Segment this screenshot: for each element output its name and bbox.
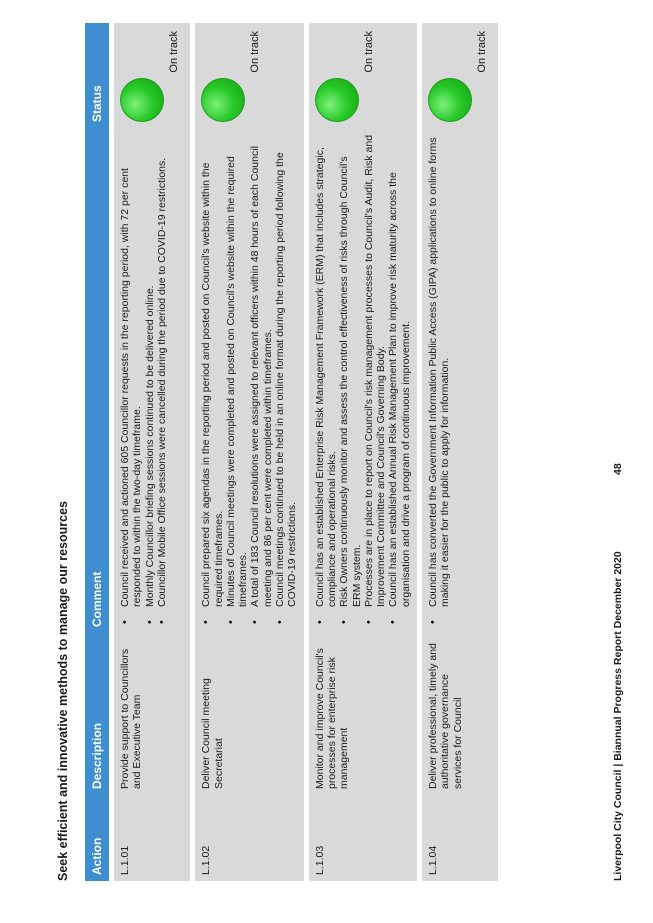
comment-item: • Council has an established Annual Risk Management Plan to improve risk maturity across the organisation and drive a program of continuous improvement. xyxy=(387,134,412,627)
action-description: Deliver Council meeting Secretariat xyxy=(195,633,303,795)
table-body xyxy=(114,23,498,881)
section-title: Seek efficient and innovative methods to manage our resources xyxy=(56,501,70,881)
action-description: Provide support to Councillors and Executive Team xyxy=(114,633,190,795)
table-row xyxy=(114,23,190,881)
comment-cell xyxy=(309,128,417,633)
table-row xyxy=(422,23,498,881)
table-row xyxy=(309,23,417,881)
status-label: On track xyxy=(476,31,489,73)
comment-item: • Council prepared six agendas in the reporting period and posted on Council's website within the required timeframes. xyxy=(200,134,225,627)
header-description: Description xyxy=(85,633,109,795)
actions-table xyxy=(80,23,503,881)
action-code: L.1.03 xyxy=(309,795,417,881)
comment-item: • Council received and actioned 605 Councillor requests in the reporting period, with 72 per cent responded to within the two-day timeframe. xyxy=(119,134,144,627)
action-code: L.1.04 xyxy=(422,795,498,881)
page-number: 48 xyxy=(612,463,624,475)
status-label: On track xyxy=(362,31,375,73)
action-description: Deliver professional, timely and authoritative governance services for Council xyxy=(422,633,498,795)
comment-item: • A total of 183 Council resolutions were assigned to relevant officers within 48 hours of each Council meeting and 86 per cent were completed within timeframes. xyxy=(249,134,274,627)
status-indicator-icon xyxy=(201,78,245,122)
comment-list xyxy=(200,134,298,627)
status-label: On track xyxy=(168,31,180,73)
status-cell xyxy=(114,23,190,128)
action-code: L.1.02 xyxy=(195,795,303,881)
status-cell xyxy=(309,23,417,128)
status-cell xyxy=(422,23,498,128)
status-cell xyxy=(195,23,303,128)
table-row xyxy=(195,23,303,881)
comment-item: • Monthly Councillor briefing sessions continued to be delivered online. xyxy=(144,134,156,627)
footer-title: Liverpool City Council | Biannual Progress Report December 2020 xyxy=(612,551,624,881)
comment-item: • Councillor Mobile Office sessions were cancelled during the period due to COVID-19 restrictions. xyxy=(156,134,168,627)
comment-item: • Council has an established Enterprise Risk Management Framework (ERM) that includes strategic, compliance and operational risks. xyxy=(314,134,339,627)
comment-list xyxy=(427,134,452,627)
comment-list xyxy=(119,134,168,627)
comment-cell xyxy=(195,128,303,633)
header-status: Status xyxy=(85,23,109,128)
header-action: Action xyxy=(85,795,109,881)
table-header-row xyxy=(85,23,109,881)
comment-item: • Minutes of Council meetings were completed and posted on Council's website within the required timeframes. xyxy=(225,134,250,627)
status-indicator-icon xyxy=(428,78,472,122)
comment-list xyxy=(314,134,412,627)
comment-cell xyxy=(114,128,190,633)
status-indicator-icon xyxy=(315,78,359,122)
comment-item: • Processes are in place to report on Council's risk management processes to Council's Audit, Risk and Improvement Committee and Council's Governing Body. xyxy=(363,134,388,627)
comment-item: • Council has converted the Government Information Public Access (GIPA) applications to online forms making it easier for the public to apply for information. xyxy=(427,134,452,627)
status-label: On track xyxy=(249,31,262,73)
action-code: L.1.01 xyxy=(114,795,190,881)
status-indicator-icon xyxy=(120,78,164,122)
comment-cell xyxy=(422,128,498,633)
comment-item: • Risk Owners continuously monitor and assess the control effectiveness of risks through Council's ERM system. xyxy=(338,134,363,627)
action-description: Monitor and improve Council's processes for enterprise risk management xyxy=(309,633,417,795)
header-comment: Comment xyxy=(85,128,109,633)
comment-item: • Council meetings continued to be held in an online format during the reporting period following the COVID-19 restrictions. xyxy=(274,134,299,627)
